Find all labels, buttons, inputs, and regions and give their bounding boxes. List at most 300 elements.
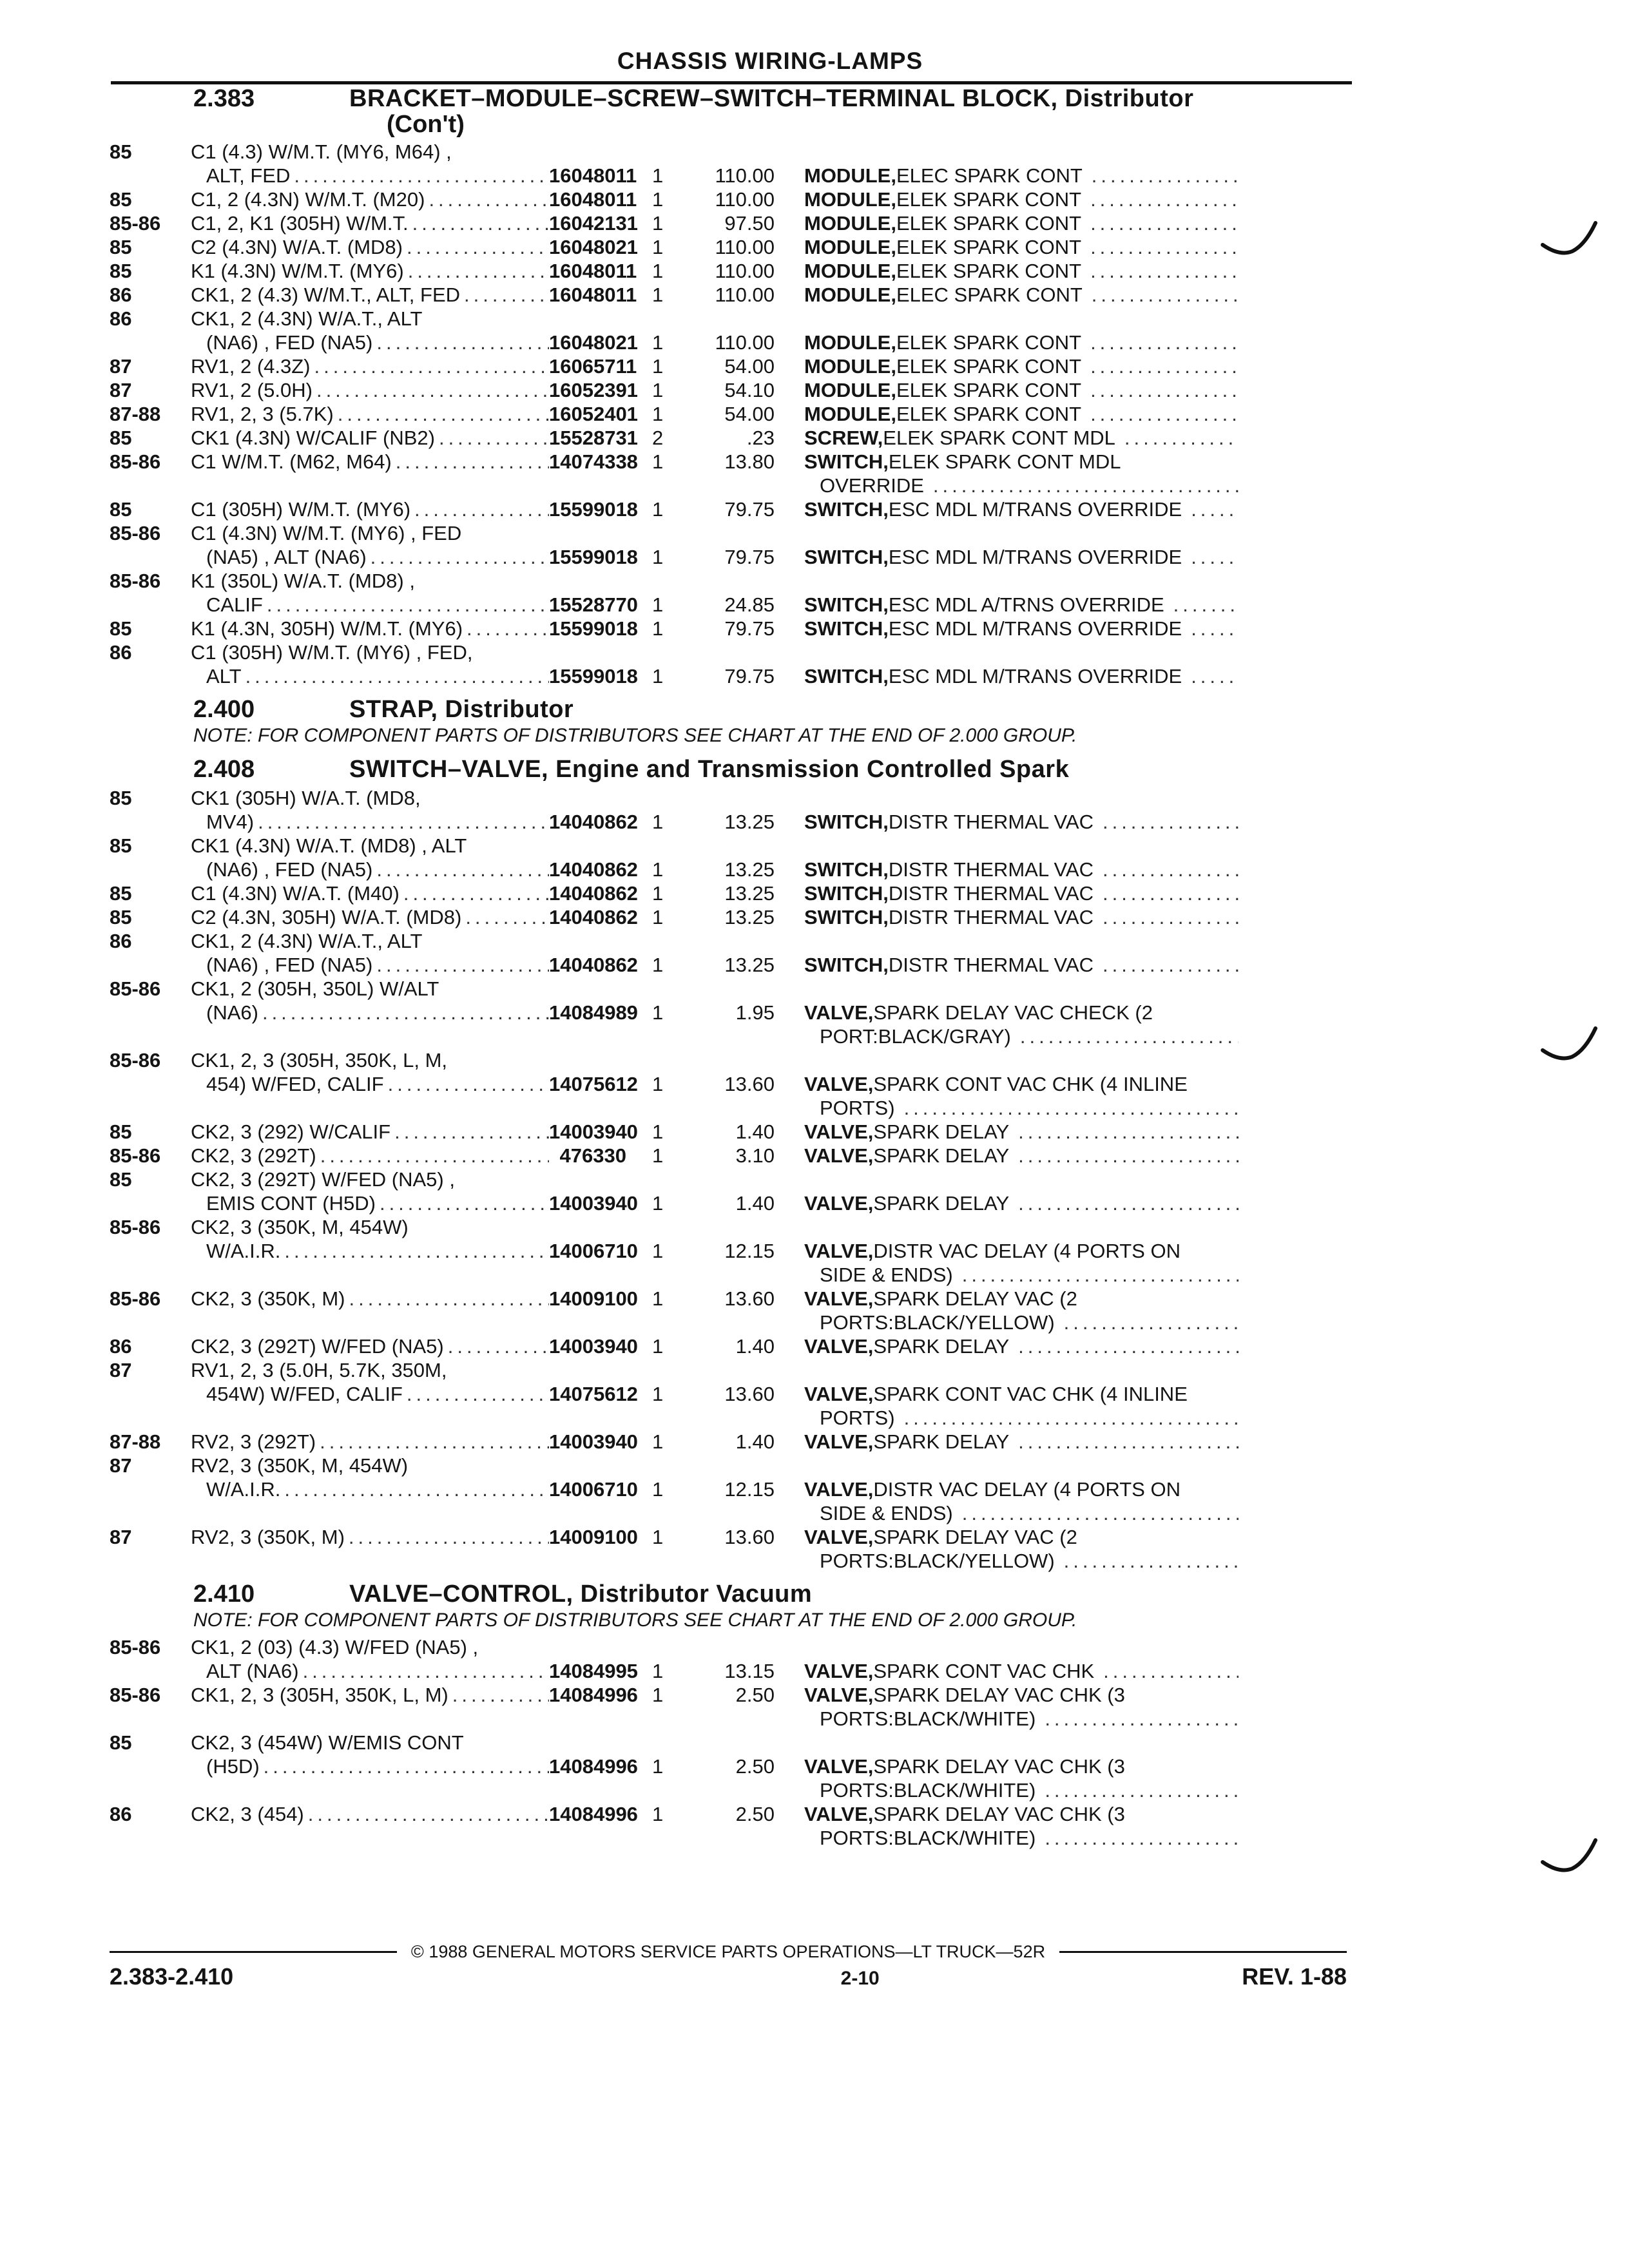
section-continued: (Con't): [387, 111, 465, 138]
description-line: [804, 1525, 1239, 1549]
application: [187, 881, 549, 905]
price: [697, 402, 775, 426]
description-noun: SWITCH,: [804, 665, 889, 687]
description-noun: MODULE,: [804, 212, 896, 235]
spacer: [652, 1358, 697, 1382]
spacer: [549, 569, 626, 593]
application-text: CK1, 2 (4.3N) W/A.T., ALT: [191, 307, 423, 330]
description-line: [804, 378, 1239, 402]
part-number: [549, 1334, 638, 1358]
application-line: [191, 1754, 549, 1778]
leader-dots: [1045, 1707, 1239, 1731]
application-text: C1 (305H) W/M.T. (MY6): [191, 498, 411, 521]
price-value: 13.60: [724, 1287, 775, 1310]
part-number-value: 14075612: [549, 1383, 638, 1405]
description-line: [804, 1311, 1239, 1334]
description: [775, 497, 1239, 521]
application: [187, 1144, 549, 1168]
application-text: MV4): [206, 811, 255, 833]
quantity: [626, 426, 697, 450]
description-noun: SWITCH,: [804, 858, 889, 881]
description-line: [804, 1263, 1239, 1287]
price: [697, 1430, 775, 1454]
description-noun: MODULE,: [804, 284, 896, 306]
quantity-value: 1: [652, 882, 664, 905]
application-text: W/A.I.R.: [206, 1478, 281, 1501]
checkmark-icon: [1540, 1024, 1598, 1070]
checkmark-icon: [1540, 1836, 1598, 1881]
model-year: 85: [110, 260, 132, 282]
application: [187, 521, 549, 569]
spacer: [804, 1635, 1239, 1659]
part-number: [549, 259, 637, 283]
application-text: ALT (NA6): [206, 1660, 299, 1682]
price: [697, 1120, 775, 1144]
description: [775, 521, 1239, 569]
application-text: CK2, 3 (454W) W/EMIS CONT: [191, 1731, 464, 1754]
spacer: [652, 929, 697, 953]
price-value: 3.10: [735, 1144, 775, 1167]
description: [775, 905, 1239, 929]
price: [697, 354, 775, 378]
spacer: [549, 1731, 626, 1754]
quantity: [626, 1525, 697, 1573]
section-heading: [110, 1581, 1347, 1608]
leader-dots: [246, 664, 549, 688]
model-year: 85: [110, 236, 132, 258]
application: [187, 905, 549, 929]
description-noun: MODULE,: [804, 379, 896, 401]
description: [775, 977, 1239, 1048]
price-value: 13.25: [724, 858, 775, 881]
application-line: [191, 450, 549, 474]
spacer: [652, 521, 697, 545]
description-text: ESC MDL A/TRNS OVERRIDE: [888, 593, 1164, 616]
spacer: [804, 1731, 1239, 1754]
application: [187, 450, 549, 497]
description-noun: VALVE,: [804, 1684, 874, 1706]
price-value: 13.25: [724, 906, 775, 928]
application-text: 454W) W/FED, CALIF: [206, 1383, 403, 1405]
spacer: [697, 977, 775, 1001]
leader-dots: [262, 1001, 549, 1024]
description-text: PORTS): [820, 1407, 895, 1429]
application: [187, 402, 549, 426]
part-number-value: 14003940: [549, 1120, 638, 1143]
part-number-value: 16048011: [549, 164, 637, 187]
price: [697, 1334, 775, 1358]
application-line: [191, 593, 549, 617]
description-line: [804, 259, 1239, 283]
application-line: [191, 1048, 549, 1072]
leader-dots: [1092, 283, 1239, 307]
application-text: RV1, 2, 3 (5.7K): [191, 403, 334, 425]
application-line: [191, 1430, 549, 1454]
part-number: [549, 426, 638, 450]
price: [697, 1802, 775, 1850]
quantity-value: 1: [652, 498, 664, 521]
part-number-value: 476330: [559, 1144, 626, 1167]
description: [775, 235, 1239, 259]
description-line: [804, 858, 1239, 881]
application-line: [191, 1525, 549, 1549]
part-number: [549, 1430, 638, 1454]
application-text: CK1, 2, 3 (305H, 350K, L, M): [191, 1684, 448, 1706]
model-year: 87: [110, 1454, 132, 1477]
quantity-value: 1: [652, 665, 664, 687]
description-text: PORTS:BLACK/WHITE): [820, 1707, 1036, 1730]
model-year: 85: [110, 882, 132, 905]
spacer: [652, 140, 697, 164]
application-line: [191, 1001, 549, 1024]
description: [775, 259, 1239, 283]
leader-dots: [376, 331, 549, 354]
leader-dots: [349, 1287, 549, 1311]
leader-dots: [407, 235, 549, 259]
application: [187, 929, 549, 977]
application-text: CK1 (4.3N) W/A.T. (MD8) , ALT: [191, 834, 467, 857]
part-number: [549, 1168, 638, 1215]
price: [697, 450, 775, 497]
leader-dots: [408, 259, 549, 283]
application-text: CK2, 3 (350K, M, 454W): [191, 1216, 409, 1238]
description-noun: SWITCH,: [804, 593, 889, 616]
leader-dots: [376, 953, 549, 977]
description: [775, 1683, 1239, 1731]
price: [697, 140, 775, 187]
model-year: 85: [110, 906, 132, 928]
part-number: [549, 354, 637, 378]
application-line: [191, 331, 549, 354]
description-line: [804, 1707, 1239, 1731]
application-line: [191, 1239, 549, 1263]
application-text: CK2, 3 (292T): [191, 1144, 316, 1167]
quantity-value: 1: [652, 1073, 664, 1095]
quantity-value: 1: [652, 1430, 664, 1453]
description-line: [804, 402, 1239, 426]
section-number: 2.410: [193, 1581, 255, 1608]
section-number: 2.408: [193, 756, 255, 783]
application-text: CK1 (4.3N) W/CALIF (NB2): [191, 427, 435, 449]
part-number: [549, 977, 638, 1048]
model-year: 85-86: [110, 212, 161, 235]
description-noun: SWITCH,: [804, 617, 889, 640]
spacer: [804, 1048, 1239, 1072]
spacer: [549, 521, 626, 545]
application-text: EMIS CONT (H5D): [206, 1192, 376, 1215]
spacer: [697, 640, 775, 664]
part-number-value: 14084996: [549, 1803, 638, 1825]
description-text: PORTS:BLACK/WHITE): [820, 1779, 1036, 1802]
description-line: [804, 187, 1239, 211]
spacer: [549, 786, 626, 810]
price: [697, 187, 775, 211]
spacer: [804, 640, 1239, 664]
application-line: [191, 426, 549, 450]
description-line: [804, 497, 1239, 521]
section-heading: [110, 756, 1347, 783]
spacer: [697, 1215, 775, 1239]
price-value: 1.40: [735, 1192, 775, 1215]
part-row: [110, 235, 1347, 259]
spacer: [549, 1635, 626, 1659]
part-row: [110, 426, 1347, 450]
description: [775, 1144, 1239, 1168]
application: [187, 1454, 549, 1525]
part-row: [110, 259, 1347, 283]
quantity: [626, 786, 697, 834]
description-line: [804, 1778, 1239, 1802]
description-line: [804, 1382, 1239, 1406]
quantity: [626, 1731, 697, 1802]
description-noun: VALVE,: [804, 1755, 874, 1778]
application-text: (NA5) , ALT (NA6): [206, 546, 367, 568]
part-row: [110, 1635, 1347, 1683]
description-line: [804, 1659, 1239, 1683]
checkmark-icon: [1540, 219, 1598, 264]
quantity: [626, 1635, 697, 1683]
price: [697, 1168, 775, 1215]
model-year: 85: [110, 140, 132, 163]
leader-dots: [1191, 664, 1239, 688]
model-year: 86: [110, 1335, 132, 1358]
model-year: 85: [110, 787, 132, 809]
spacer: [804, 1168, 1239, 1191]
spacer: [804, 977, 1239, 1001]
price-value: 79.75: [724, 546, 775, 568]
description-line: [804, 1120, 1239, 1144]
application-line: [191, 905, 549, 929]
description-text: SPARK DELAY: [873, 1335, 1010, 1358]
leader-dots: [467, 617, 549, 640]
page-title: CHASSIS WIRING-LAMPS: [617, 48, 923, 74]
description: [775, 1120, 1239, 1144]
model-year: 85: [110, 834, 132, 857]
model-year: 85: [110, 1168, 132, 1191]
part-row: [110, 569, 1347, 617]
price: [697, 1525, 775, 1573]
description-line: [804, 235, 1239, 259]
part-number: [549, 1287, 638, 1334]
price: [697, 307, 775, 354]
leader-dots: [1103, 1659, 1239, 1683]
section-title: STRAP, Distributor: [349, 696, 574, 723]
leader-dots: [284, 1477, 549, 1501]
part-number: [549, 497, 638, 521]
spacer: [697, 834, 775, 858]
part-number: [549, 1358, 638, 1430]
part-number: [549, 929, 638, 977]
application: [187, 1120, 549, 1144]
price-value: 1.40: [735, 1430, 775, 1453]
application-text: RV2, 3 (350K, M): [191, 1526, 345, 1548]
model-year: 85-86: [110, 1684, 161, 1706]
leader-dots: [414, 497, 549, 521]
description-text: SPARK DELAY: [873, 1120, 1010, 1143]
description-text: SPARK DELAY VAC CHK (3: [873, 1684, 1125, 1706]
application-line: [191, 1454, 549, 1477]
quantity-value: 1: [652, 1803, 664, 1825]
quantity-value: 1: [652, 1684, 664, 1706]
description-text: SPARK DELAY VAC CHK (3: [873, 1803, 1125, 1825]
leader-dots: [1103, 905, 1239, 929]
quantity-value: 1: [652, 1335, 664, 1358]
part-number-value: 14040862: [549, 882, 638, 905]
quantity: [626, 354, 697, 378]
description-noun: VALVE,: [804, 1001, 874, 1024]
description-noun: MODULE,: [804, 164, 896, 187]
spacer: [697, 521, 775, 545]
footer-bottom: [110, 1963, 1347, 1990]
description-noun: SWITCH,: [804, 546, 889, 568]
spacer: [697, 1168, 775, 1191]
description: [775, 283, 1239, 307]
part-row: [110, 1048, 1347, 1120]
description-noun: SCREW,: [804, 427, 883, 449]
spacer: [804, 569, 1239, 593]
description-text: ELEK SPARK CONT: [896, 236, 1082, 258]
leader-dots: [320, 1430, 549, 1454]
quantity: [626, 378, 697, 402]
part-number: [549, 1048, 638, 1120]
price: [697, 1215, 775, 1287]
price: [697, 617, 775, 640]
price-value: 2.50: [735, 1684, 775, 1706]
description-text: SPARK DELAY VAC CHK (3: [873, 1755, 1125, 1778]
part-number-value: 14084989: [549, 1001, 638, 1024]
description-text: SPARK DELAY: [873, 1430, 1010, 1453]
description-line: [804, 426, 1239, 450]
quantity: [626, 569, 697, 617]
application: [187, 259, 549, 283]
footer-page-number: 2-10: [840, 1968, 880, 1989]
leader-dots: [371, 545, 549, 569]
part-number-value: 14040862: [549, 906, 638, 928]
price-value: 2.50: [735, 1755, 775, 1778]
description-line: [804, 953, 1239, 977]
spacer: [549, 834, 626, 858]
description-line: [804, 450, 1239, 474]
part-number-value: 14040862: [549, 811, 638, 833]
leader-dots: [448, 1334, 549, 1358]
application: [187, 786, 549, 834]
quantity-value: 1: [652, 906, 664, 928]
application: [187, 378, 549, 402]
description-text: SPARK DELAY: [873, 1192, 1010, 1215]
part-number: [549, 187, 637, 211]
price-value: 54.00: [724, 403, 775, 425]
description-noun: SWITCH,: [804, 450, 889, 473]
description: [775, 1168, 1239, 1215]
quantity: [626, 1287, 697, 1334]
section-title: SWITCH–VALVE, Engine and Transmission Controlled Spark: [349, 756, 1070, 783]
description-line: [804, 1406, 1239, 1430]
leader-dots: [1191, 545, 1239, 569]
part-row: [110, 402, 1347, 426]
leader-dots: [1090, 259, 1239, 283]
model-year: 85: [110, 1731, 132, 1754]
part-number-value: 16065711: [549, 355, 637, 378]
description-noun: VALVE,: [804, 1240, 874, 1262]
quantity: [626, 1215, 697, 1287]
application-text: CALIF: [206, 593, 263, 616]
application-text: RV2, 3 (292T): [191, 1430, 316, 1453]
leader-dots: [1064, 1549, 1239, 1573]
application: [187, 354, 549, 378]
leader-dots: [1018, 1430, 1239, 1454]
description: [775, 211, 1239, 235]
application-text: C2 (4.3N, 305H) W/A.T. (MD8): [191, 906, 462, 928]
model-year: 85: [110, 498, 132, 521]
section-title: VALVE–CONTROL, Distributor Vacuum: [349, 1581, 813, 1608]
price: [697, 521, 775, 569]
part-number-value: 16048021: [549, 236, 638, 258]
quantity: [626, 1802, 697, 1850]
description-line: [804, 1683, 1239, 1707]
application-line: [191, 545, 549, 569]
price-value: 13.80: [724, 450, 775, 473]
price: [697, 283, 775, 307]
application-line: [191, 1287, 549, 1311]
price-value: 54.00: [724, 355, 775, 378]
part-row: [110, 1168, 1347, 1215]
parts-list: [110, 140, 1347, 688]
quantity: [626, 187, 697, 211]
description-text: ESC MDL M/TRANS OVERRIDE: [888, 617, 1182, 640]
part-number-value: 14003940: [549, 1192, 638, 1215]
price-value: 13.60: [724, 1383, 775, 1405]
price-value: 13.60: [724, 1073, 775, 1095]
price-value: 12.15: [724, 1478, 775, 1501]
application-line: [191, 1358, 549, 1382]
price-value: 13.25: [724, 882, 775, 905]
application-text: RV1, 2 (4.3Z): [191, 355, 311, 378]
application: [187, 235, 549, 259]
price: [697, 881, 775, 905]
description-text: ELEK SPARK CONT: [896, 403, 1082, 425]
description-noun: VALVE,: [804, 1192, 874, 1215]
quantity-value: 1: [652, 1240, 664, 1262]
quantity-value: 1: [652, 1526, 664, 1548]
part-row: [110, 617, 1347, 640]
part-row: [110, 187, 1347, 211]
spacer: [652, 640, 697, 664]
application-text: C1 (305H) W/M.T. (MY6) , FED,: [191, 641, 473, 664]
application-text: K1 (350L) W/A.T. (MD8) ,: [191, 570, 415, 592]
application-text: K1 (4.3N, 305H) W/M.T. (MY6): [191, 617, 463, 640]
spacer: [697, 307, 775, 331]
page-footer: [110, 1942, 1347, 1990]
part-row: [110, 1525, 1347, 1573]
application: [187, 187, 549, 211]
price-value: .23: [746, 427, 775, 449]
part-row: [110, 1802, 1347, 1850]
description-line: [804, 664, 1239, 688]
model-year: 87: [110, 1359, 132, 1381]
application: [187, 617, 549, 640]
description-line: [804, 331, 1239, 354]
part-number-value: 16048011: [549, 188, 637, 211]
page-content: [110, 85, 1347, 1850]
leader-dots: [412, 211, 549, 235]
application-line: [191, 1215, 549, 1239]
application: [187, 497, 549, 521]
part-row: [110, 307, 1347, 354]
part-number: [549, 1144, 626, 1168]
part-number-value: 14006710: [549, 1478, 638, 1501]
model-year: 85-86: [110, 977, 161, 1000]
part-row: [110, 497, 1347, 521]
